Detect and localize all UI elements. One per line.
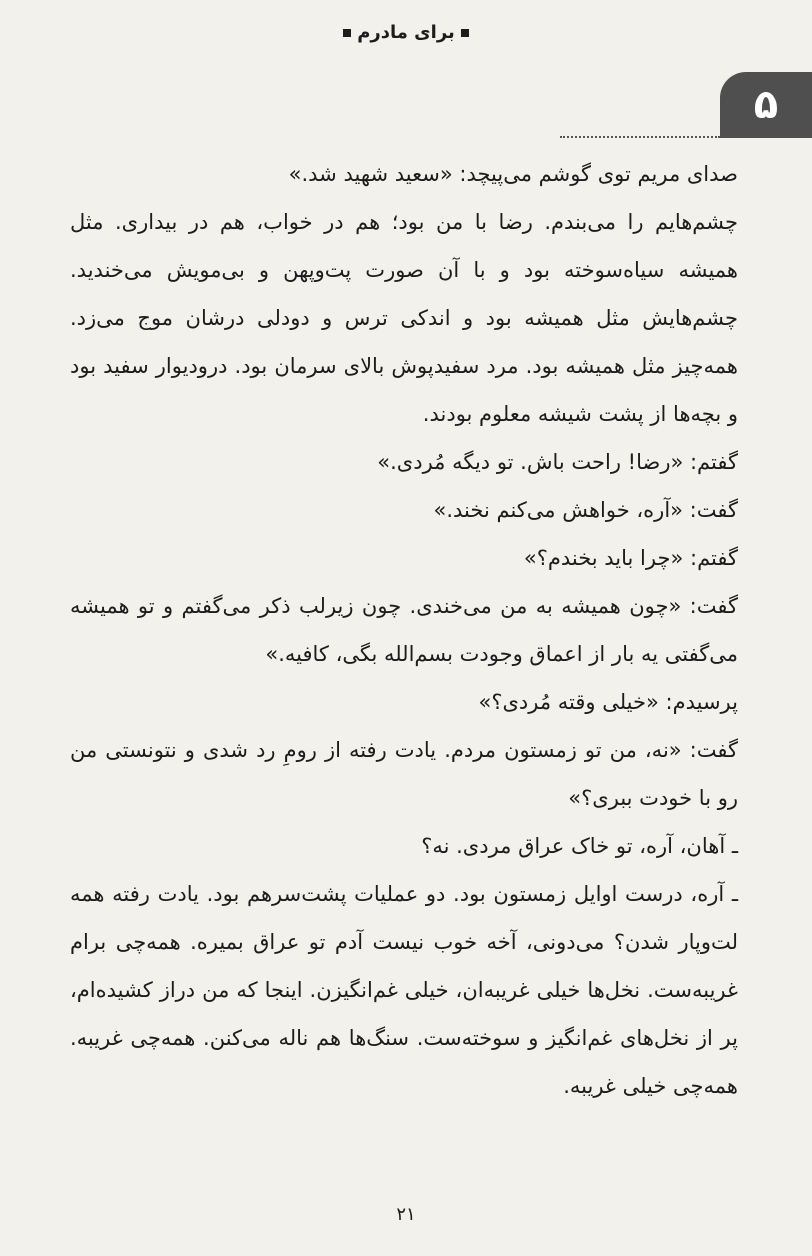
dialogue-line: ـ آهان، آره، تو خاک عراق مردی. نه؟ — [421, 834, 738, 858]
header-title: برای مادرم — [357, 22, 455, 43]
paragraph: ـ آره، درست اوایل زمستون بود. دو عملیات پشت‌سرهم بود. یادت رفته همه لت‌وپار شدن؟ می‌دونی، آخه خوب نیست آدم تو عراق بمیره. همه‌چی برام غریبه‌ست. نخل‌ها خیلی غریبه‌ان، خیلی غم‌انگیزن. اینجا که من دراز کشیده‌ام، پر از نخل‌های غم‌انگیز و سوخته‌ست. سنگ‌ها هم ناله می‌کنن. همه‌چی غریبه. همه‌چی خیلی غریبه. — [70, 882, 738, 1098]
dialogue-line: پرسیدم: «خیلی وقته مُردی؟» — [478, 690, 738, 714]
chapter-dotted-rule — [560, 136, 720, 138]
body-text — [70, 150, 792, 1110]
paragraph: گفت: «چون همیشه به من می‌خندی. چون زیرلب ذکر می‌گفتم و تو همیشه می‌گفتی یه بار از اعماق وجودت بسم‌الله بگی، کافیه.» — [70, 594, 738, 666]
header-square-icon — [461, 29, 469, 37]
paragraph: صدای مریم توی گوشم می‌پیچد: «سعید شهید شد.» — [288, 162, 738, 186]
dialogue-line: گفتم: «چرا باید بخندم؟» — [523, 546, 738, 570]
dialogue-line: گفتم: «رضا! راحت باش. تو دیگه مُردی.» — [377, 450, 738, 474]
chapter-number-tab — [720, 72, 812, 138]
paragraph: گفت: «نه، من تو زمستون مردم. یادت رفته از رومِ رد شدی و نتونستی من رو با خودت ببری؟» — [70, 738, 738, 810]
header-square-icon — [343, 29, 351, 37]
dialogue-line: گفت: «آره، خواهش می‌کنم نخند.» — [433, 498, 738, 522]
running-header — [0, 22, 812, 43]
paragraph: چشم‌هایم را می‌بندم. رضا با من بود؛ هم در خواب، هم در بیداری. مثل همیشه سیاه‌سوخته بود و با آن صورت پت‌وپهن و بی‌مویش می‌خندید. چشم‌هایش مثل همیشه بود و اندکی ترس و دودلی درشان موج می‌زد. همه‌چیز مثل همیشه بود. مرد سفیدپوش بالای سرمان بود. درودیوار سفید بود و بچه‌ها از پشت شیشه معلوم بودند. — [70, 210, 738, 426]
page-number: ۲۱ — [396, 1204, 416, 1225]
chapter-number: ۵ — [753, 82, 779, 128]
